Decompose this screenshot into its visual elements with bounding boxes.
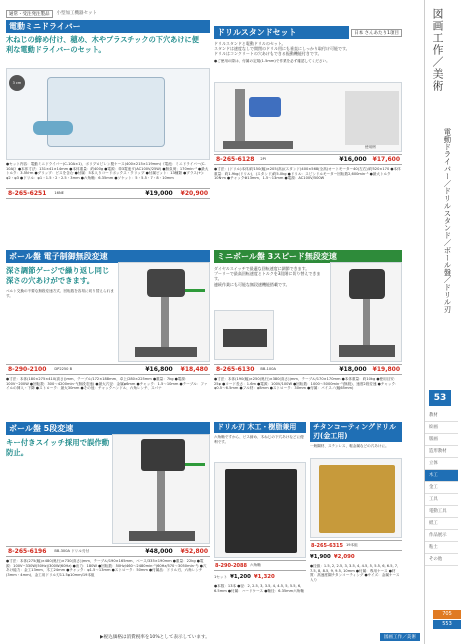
sidebar bbox=[424, 0, 462, 644]
category-tag: 通常・受注発注製品 bbox=[6, 10, 53, 18]
base-shape bbox=[339, 345, 395, 357]
page-number: 53 bbox=[429, 390, 451, 406]
price-tax: ¥17,600 bbox=[372, 156, 400, 163]
section-title: ドリル刃 木工・樹脂兼用 bbox=[214, 422, 306, 433]
caption: 使用例 bbox=[365, 145, 376, 149]
tab-b[interactable]: 553 bbox=[433, 620, 461, 629]
mid-right-block bbox=[214, 250, 402, 418]
product-code: 8-265-6251 bbox=[8, 190, 47, 197]
drill-shape bbox=[249, 97, 281, 117]
product-image bbox=[214, 82, 402, 152]
price-tax: ¥52,800 bbox=[180, 548, 208, 555]
sidebar-item[interactable]: 金工 bbox=[425, 482, 458, 494]
top-right-block bbox=[214, 26, 402, 258]
bottom-left-block bbox=[6, 422, 210, 634]
category-tag: 小型加工機器セット bbox=[56, 11, 97, 16]
bottom-mid-block bbox=[214, 422, 306, 634]
sidebar-item[interactable]: 版画 bbox=[425, 434, 458, 446]
top-left-block bbox=[6, 10, 210, 200]
sidebar-item[interactable]: その他 bbox=[425, 554, 458, 566]
model: 2PI bbox=[260, 157, 266, 162]
set-label: 1セット bbox=[214, 574, 228, 579]
section-title: チタンコーティングドリル刃(金工用) bbox=[310, 422, 402, 442]
price-tax: ¥1,320 bbox=[253, 574, 275, 580]
product-image bbox=[118, 262, 210, 362]
column-shape bbox=[363, 299, 370, 345]
headline: キー付きスイッチ採用で誤作動防止。 bbox=[6, 438, 110, 457]
section-title: ボール盤 5段変速 bbox=[6, 422, 210, 435]
vise-image bbox=[214, 310, 274, 360]
sidebar-item[interactable]: 紙工 bbox=[425, 518, 458, 530]
footer bbox=[0, 630, 424, 644]
bullet: プーリーで最高回転速度とトルクを3段階に切り替えできます。 bbox=[214, 271, 321, 282]
price-row bbox=[214, 560, 306, 571]
product-image bbox=[6, 68, 210, 160]
product-code: 8-290-2100 bbox=[8, 366, 47, 373]
bottom-right-block bbox=[310, 422, 402, 634]
specs: ●寸法：(ドリル)本体/約150(幅)×205(高)/(スタンド)400×568(全高)オートモーター40(左右)/約520×170 ●本体重量：約1.9kg(ドリル)、(スタンド)約5.0kg ●ドリル：スピンドルモーター回転数2,600min⁻¹ ●最大トルク10N·m ●チャックΦ13mm、1.5〜13mm ●電源：AC100V/500W bbox=[214, 167, 401, 181]
bullet: ドリルはコンクリートの穴あけもできる振動機能付きです。 bbox=[214, 51, 322, 57]
price-tax: ¥20,900 bbox=[180, 190, 208, 197]
price-row bbox=[310, 540, 402, 551]
headline: 深さ調節ゲージで繰り返し同じ深さの穴あけができます。 bbox=[6, 266, 110, 285]
sidebar-item[interactable]: 造形教材 bbox=[425, 446, 458, 458]
section-title: ドリルスタンドセット bbox=[214, 26, 349, 39]
note: ●ご使用の際は、付属の定規(1.5mm)で作業を必ず確認してください。 bbox=[214, 58, 330, 63]
product-image bbox=[112, 434, 210, 544]
footer-brand: 図画工作／美術 bbox=[380, 633, 420, 641]
price: ¥1,200 bbox=[230, 574, 251, 580]
sidebar-subtitle: 電動ドライバー／ドリルスタンド／ボール盤／ドリル刃 bbox=[443, 128, 452, 313]
section-title: ミニボール盤 3スピード無段変速 bbox=[214, 250, 402, 263]
specs: ●径級：1.5, 2, 2.5, 3, 3.5, 4, 4.5, 5, 5.5, 6, 6.5, 7, 7.5, 8, 8.5, 9, 9.5, 10mm ●付属：専用ケース ●材質：高速度鋼チタンコーティング ●サイズ：金属ケース入り bbox=[310, 564, 400, 582]
price-row bbox=[6, 546, 210, 557]
sidebar-item[interactable]: 絵画 bbox=[425, 422, 458, 434]
price-tax: ¥18,480 bbox=[180, 366, 208, 373]
vise-shape bbox=[223, 329, 267, 347]
desc: 一般鋼材、ステンレス、軽金属などの穴あけに。 bbox=[310, 444, 389, 448]
section-title: ボール盤 電子制御無段変速 bbox=[6, 250, 210, 263]
price: ¥18,000 bbox=[339, 366, 367, 373]
sidebar-item[interactable]: 粘土 bbox=[425, 542, 458, 554]
motor-shape bbox=[349, 269, 385, 299]
desc: 六角軸ですから、ビス締め、木ねじの下穴あけなどに便利です。 bbox=[214, 435, 304, 444]
model: 16NE bbox=[54, 191, 64, 196]
specs: ●本数：13本 ●径：2, 2.5, 3, 3.5, 4, 4.5, 5, 5.5, 6, 6.5mm ●付属：ハードケース ●軸径：6.35mm六角軸 bbox=[214, 584, 304, 593]
price-row bbox=[6, 364, 210, 375]
case-shape bbox=[47, 77, 165, 147]
specs: ●寸法：本体(180×275×410(高さ))mm、テーブル/172×188mm、卓上/280×225mm ●重量：7kg ●電源：100V~200W ●回転数：300〜4200min⁻¹(無段変速) ●最大穴径：金属φ6mm ●チャック：1.5〜10mm ●テーブル：ファイルの挿入・下降 ●ストローク：最大30mm ●その他：チャックハンドル、六角レンチ、スパナ bbox=[6, 377, 208, 391]
headline: 木ねじの締め付け、穂め、木やプラスチックの下穴あけに便利な電動ドライバーのセット。 bbox=[6, 35, 199, 54]
model: BB-100A bbox=[260, 367, 276, 372]
sidebar-item[interactable]: 教材 bbox=[425, 410, 458, 422]
driver-shape bbox=[33, 121, 73, 135]
sidebar-item[interactable]: 工具 bbox=[425, 494, 458, 506]
bullet: スタンドは速度なしで開閉のドリル用にも垂直にしっかり取付け可能です。 bbox=[214, 46, 350, 52]
price: ¥48,000 bbox=[145, 548, 173, 555]
lever-shape bbox=[185, 463, 205, 466]
lever-shape bbox=[185, 289, 205, 292]
price: ¥1,900 bbox=[310, 554, 331, 560]
bullet: ダイヤルスイッチで最適な回転速度に調節できます。 bbox=[214, 266, 310, 271]
badge: 3 cm bbox=[9, 75, 25, 91]
product-code: 8-265-6196 bbox=[8, 548, 47, 555]
price: ¥16,000 bbox=[339, 156, 367, 163]
subtext: ベルト交換の不要な無段変速方式、回転数を容易に切り替えられます。 bbox=[6, 289, 114, 298]
usage-image bbox=[345, 91, 399, 145]
case-shape bbox=[319, 465, 395, 533]
product-code: 8-265-6315 bbox=[311, 542, 343, 549]
model: BB-300A ドリル刃付 bbox=[54, 549, 90, 554]
price-row bbox=[214, 364, 402, 375]
price-row-2 bbox=[310, 552, 402, 562]
model: 19本組 bbox=[345, 543, 358, 548]
price: ¥16,800 bbox=[145, 366, 173, 373]
section-title: 電動ミニドライバー bbox=[6, 20, 210, 33]
price-tax: ¥2,090 bbox=[333, 554, 355, 560]
product-image bbox=[214, 462, 306, 558]
product-code: 8-265-6130 bbox=[216, 366, 255, 373]
model: 六角軸 bbox=[249, 563, 261, 568]
price: ¥19,000 bbox=[145, 190, 173, 197]
sidebar-title: 図画工作／美術 bbox=[431, 8, 444, 92]
product-code: 8-290-2088 bbox=[215, 562, 247, 569]
logo: 日本 さんあたり1項目 bbox=[351, 29, 402, 37]
motor-shape bbox=[147, 269, 185, 297]
column-shape bbox=[161, 297, 169, 347]
stand-shape bbox=[235, 89, 245, 145]
price-row bbox=[214, 154, 402, 165]
base-shape bbox=[223, 141, 293, 149]
sidebar-item[interactable]: 立体 bbox=[425, 458, 458, 470]
bullet: ドリルスタンドと電動ドリルのセット。 bbox=[214, 41, 286, 46]
price-row-2 bbox=[214, 572, 306, 582]
product-image bbox=[310, 458, 402, 538]
sidebar-item[interactable]: 作品展示 bbox=[425, 530, 458, 542]
motor-shape bbox=[141, 439, 185, 471]
sidebar-item[interactable]: 電動工具 bbox=[425, 506, 458, 518]
sidebar-item-active[interactable]: 木工 bbox=[425, 470, 458, 482]
specs: ●セット内容：電動ミニドライバー(C-10A×1)、ボリプロピレン製ケース(400×215×119mm)《電池：ミニドライバー(C-10A)》●本体寸法：131×41×14mm ●本体重量：約400g ●電源：単3電池ダ(AC100V/25W) ●無負荷：170min⁻¹ ●最大トルク：3.5N·m ●グリップ：ビスを含む ●付属：5本入りコードボックス・クリップ ●付属ビット：13種類 ●プラス(+)：φ2・φ3 ●ドリル：φ1・1.5・2・2.5・3mm ●六角軸：6.35mm ●ソケット：5・5.5・7・8・10mm bbox=[6, 162, 209, 180]
product-image bbox=[330, 262, 402, 362]
specs: ●寸法：本体(275(幅)×480(奥行)×730(高さ))mm、テーブル/190×165mm、ベース/335×190mm ●重量：22kg ●電源：100V~330W(50Hz)/300W(60Hz) ●出力：180W ●回転数：50Hz/460〜2480min⁻¹(60Hz/570〜3050min⁻¹) ●穴あけ能力：金工13mm、木工24mm ●チャック：φ1.5〜13mm ●ストローク：50mm ●付属品：ドリル刃、六角レンチ(3mm・4mm)、金工用ドリル刃11.5φ10mm/19本組 bbox=[6, 559, 207, 577]
specs: ●寸法：本体(190(幅)×250(奥行)×380(高さ))mm、テーブル/170×170mm ●本体重量：約10kg ●使用目安：25φ ●コード長さ：1.6m ●電源：100V/100W ●回転数：1000〜5000min⁻¹(無段)、速度2段変速 ●チャック：φ0.5〜6.5mm ●フル材：φ8mm ●ストローク：30mm ●付属：バイスノ(幅65mm) bbox=[214, 377, 399, 391]
bullet: 連続作業にも可能な無段速機能搭載です。 bbox=[214, 281, 290, 287]
case-shape bbox=[225, 469, 297, 553]
product-code: 8-265-6128 bbox=[216, 156, 255, 163]
price-tax: ¥19,800 bbox=[372, 366, 400, 373]
base-shape bbox=[129, 531, 195, 541]
base-shape bbox=[135, 347, 197, 357]
model: DP2250 B bbox=[54, 367, 73, 372]
price-row bbox=[6, 188, 210, 199]
column-shape bbox=[157, 471, 165, 531]
footer-note: ▶税込価格は消費税率を10%として表示しています。 bbox=[100, 635, 210, 640]
tab-a[interactable]: 705 bbox=[433, 610, 461, 619]
mid-left-block bbox=[6, 250, 210, 418]
